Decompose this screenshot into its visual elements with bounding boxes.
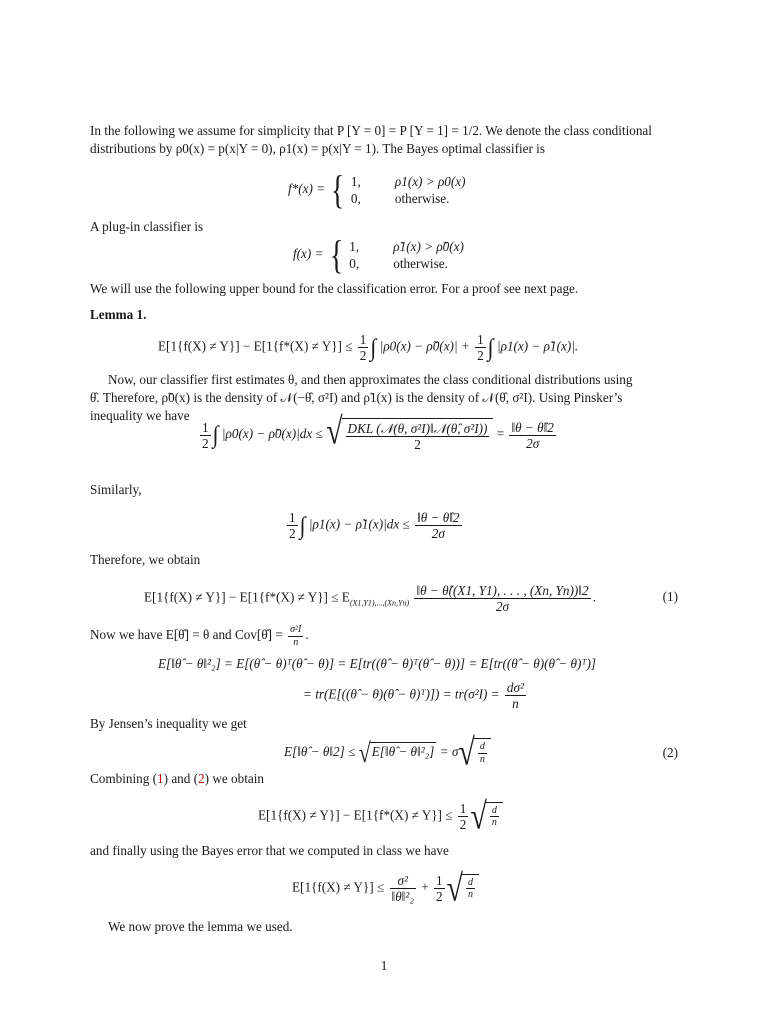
integral-sign: ∫	[487, 333, 494, 361]
cov-fraction: $\frac{\text{σ²I}}{n}$	[290, 624, 302, 648]
left-brace: {	[331, 167, 345, 212]
bayes-classifier-equation	[288, 167, 466, 212]
lemma-equation	[158, 332, 578, 363]
plugin-lhs: f(x) =	[293, 246, 324, 262]
finally-text	[90, 842, 678, 860]
prove-text	[90, 918, 678, 936]
integral-sign: ∫	[370, 333, 377, 361]
final-bound-equation	[292, 867, 479, 909]
lemma-title: Lemma 1.	[90, 307, 147, 322]
eq2-sqrt: √ E[‖θ̂ − θ‖²₂]	[358, 736, 435, 768]
jensen-line: By Jensen’s inequality we get	[90, 716, 247, 731]
case-1-value: 1,	[350, 174, 361, 189]
prove-line: We now prove the lemma we used.	[108, 919, 293, 934]
pinsker-rhs-fraction: $\frac{‖\theta - \thetâ‖2}{2\sigma}$	[511, 419, 554, 451]
kl-divergence: DKL (𝒩(θ, σ²I)‖𝒩(θ̂, σ²I))	[347, 421, 488, 436]
half-fraction: $\frac{1}{2}$	[435, 873, 443, 905]
half-fraction: $\frac{1}{2}$	[477, 332, 484, 364]
jensen-text	[90, 715, 678, 733]
combined-lhs: E[1{f(X) ≠ Y}] − E[1{f*(X) ≠ Y}] ≤	[258, 807, 453, 823]
final-lhs: E[1{f(X) ≠ Y}] ≤	[292, 879, 385, 895]
estimation-line-1: Now, our classifier first estimates θ, and then approximates the class conditional distributions using	[108, 372, 633, 387]
case-1-condition: ρ1(x) > ρ0(x)	[394, 174, 466, 189]
similarly-rhs-fraction: $\frac{‖\theta - \thetâ‖2}{2\sigma}$	[417, 510, 460, 542]
similarly-integrand: |ρ1(x) − ρ̃1(x)|dx ≤	[308, 516, 410, 532]
therefore-line: Therefore, we obtain	[90, 552, 201, 567]
ref-eq-2[interactable]: 2	[198, 771, 205, 786]
plugin-case-1-condition: ρ̃1(x) > ρ̃0(x)	[393, 239, 464, 254]
sigma-over-theta-fraction: $\frac{\text{σ²}}{\text{‖θ‖²₂}}$	[391, 873, 414, 905]
intro-line-2: distributions by ρ0(x) = p(x|Y = 0), ρ1(x) = p(x|Y = 1). The Bayes optimal classifier is	[90, 141, 545, 156]
equation-2	[284, 731, 491, 773]
ref-eq-1[interactable]: 1	[157, 771, 164, 786]
page-number: 1	[380, 958, 388, 973]
equation-1-label: (1)	[662, 589, 678, 604]
eq1-lhs: E[1{f(X) ≠ Y}] − E[1{f*(X) ≠ Y}] ≤ E	[144, 589, 350, 605]
similarly-equation	[285, 510, 464, 541]
plugin-cases	[349, 238, 464, 272]
case-2-condition: otherwise.	[394, 191, 450, 206]
integral-sign: ∫	[212, 420, 219, 449]
integral-sign: ∫	[299, 511, 306, 539]
d-sigma-fraction: $\frac{\text{dσ²}}{n}$	[506, 680, 524, 712]
eq1-expectation-subscript: (X1,Y1),...,(Xn,Yn)	[349, 598, 410, 608]
intro-paragraph	[90, 122, 678, 158]
bayes-cases	[351, 173, 466, 207]
similarly-line: Similarly,	[90, 482, 142, 497]
eq2-sigma: = σ	[439, 744, 459, 760]
d-over-n-sqrt: √ $\frac{d}{n}$	[470, 802, 502, 832]
estimation-line-3: inequality we have	[90, 408, 190, 423]
left-brace: {	[329, 232, 344, 277]
half-fraction: $\frac{1}{2}$	[202, 419, 209, 451]
eq1-fraction: $\frac{‖\theta - \thetâ((X1, Y1), . . . , (Xn, Yn))‖2}{2\sigma}$	[416, 583, 589, 615]
pinsker-sqrt: √ $\frac{\text{DKL (𝒩(θ, σ²I)‖𝒩(θ̂, σ²I))}}{2}$	[326, 418, 493, 452]
similarly-text	[90, 481, 678, 499]
lemma-term-2: |ρ1(x) − ρ̃1(x)|.	[496, 338, 579, 354]
combined-bound-equation	[258, 795, 503, 837]
kl-denominator: 2	[414, 437, 421, 453]
lemma-term-1: |ρ0(x) − ρ̃0(x)| +	[379, 338, 470, 354]
half-fraction: $\frac{1}{2}$	[289, 510, 296, 542]
expectation-chain-1: E[‖θ̂ − θ‖²₂] = E[(θ̂ − θ)ᵀ(θ̂ − θ)] = E[tr((θ̂ − θ)ᵀ(θ̂ − θ))] = E[tr((θ̂ − θ)(θ̂ − θ)ᵀ)]	[158, 656, 596, 671]
pinsker-integrand: |ρ0(x) − ρ̃0(x)|dx ≤	[221, 426, 323, 442]
plugin-classifier-equation	[293, 232, 464, 277]
plugin-case-2-condition: otherwise.	[393, 256, 448, 271]
plus-sign: +	[421, 879, 429, 895]
d-over-n-sqrt: √ $\frac{d}{n}$	[447, 874, 479, 904]
bound-intro	[90, 280, 678, 298]
eq2-d-over-n: √ $\frac{d}{n}$	[458, 738, 490, 768]
bound-intro-line: We will use the following upper bound for the classification error. For a proof see next page.	[90, 281, 579, 296]
plugin-text	[90, 218, 678, 236]
expectation-covariance-line: Now we have E[θ̂] = θ and Cov[θ̂] = $\frac{\text{σ²I}}{n}$ .	[90, 624, 309, 648]
expectation-line-2	[303, 680, 528, 711]
equation-1: $E[1\{f(X) \ne Y\}] - E[1\{f*(X) \ne Y\}] \le E_{(X1,Y1),...,(Xn,Yn)}$ $\frac{‖\theta - \thetâ((X1, Y1), . . . , (Xn, Yn))‖2}{2\sigma}$ .	[144, 583, 596, 615]
finally-line: and finally using the Bayes error that we computed in class we have	[90, 843, 449, 858]
lemma-lhs: E[1{f(X) ≠ Y}] − E[1{f*(X) ≠ Y}] ≤	[158, 338, 353, 354]
estimation-line-2: θ̂. Therefore, ρ̃0(x) is the density of 𝒩(−θ̂, σ²I) and ρ̃1(x) is the density of 𝒩(θ̂, σ²I). Using Pinsker’s	[90, 390, 623, 405]
half-fraction: $\frac{1}{2}$	[459, 801, 467, 833]
now-have-text: Now we have E[θ̂] = θ and Cov[θ̂] =	[90, 627, 283, 643]
estimation-paragraph	[90, 371, 678, 425]
bayes-lhs: f*(x) =	[288, 181, 326, 197]
case-2-value: 0,	[350, 191, 361, 206]
plugin-case-1-value: 1,	[349, 239, 360, 254]
expectation-line-1	[158, 657, 596, 670]
equation-2-label: (2)	[662, 745, 678, 760]
eq2-lhs: E[‖θ̂ − θ‖2] ≤	[284, 744, 356, 760]
half-fraction: $\frac{1}{2}$	[359, 332, 367, 364]
combining-line: Combining (1) and (2) we obtain	[90, 771, 264, 786]
combining-text	[90, 770, 678, 788]
pinsker-equation: $\frac{1}{2}$ ∫ |ρ0(x) − ρ̃0(x)|dx ≤ √ $\frac{\text{DKL (𝒩(θ, σ²I)‖𝒩(θ̂, σ²I))}}{2}$ = $\frac{‖\theta - \thetâ‖2}{2\sigma}$	[202, 411, 554, 453]
expectation-chain-2: = tr(E[((θ̂ − θ)(θ̂ − θ)ᵀ)]) = tr(σ²I) =	[303, 686, 500, 702]
plugin-case-2-value: 0,	[349, 256, 360, 271]
therefore-text	[90, 551, 678, 569]
intro-line-1: In the following we assume for simplicity that P [Y = 0] = P [Y = 1] = 1/2. We denote the class conditional	[90, 123, 652, 138]
plugin-line: A plug-in classifier is	[90, 219, 204, 234]
lemma-heading	[90, 306, 678, 324]
